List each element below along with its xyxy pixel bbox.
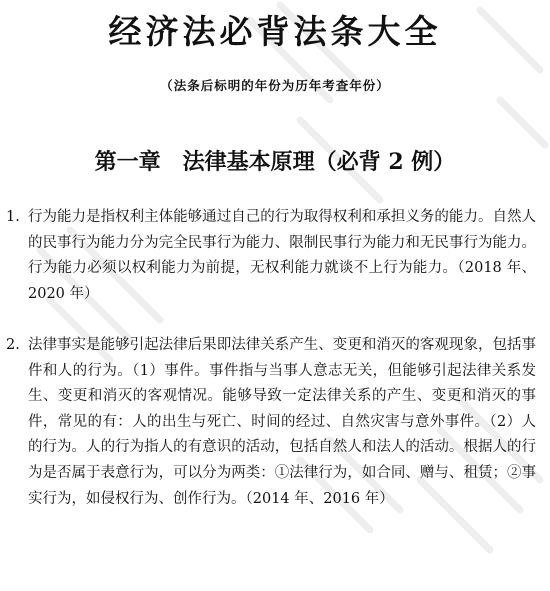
list-item bbox=[6, 205, 536, 307]
document-title: 经济法必背法条大全 bbox=[108, 12, 442, 51]
document-subtitle: （法条后标明的年份为历年考查年份） bbox=[160, 78, 390, 93]
list-item bbox=[6, 333, 536, 512]
list-item-text: 行为能力是指权利主体能够通过自己的行为取得权利和承担义务的能力。自然人的民事行为能力分为完全民事行为能力、限制民事行为能力和无民事行为能力。行为能力必须以权利能力为前提，无权利能力就谈不上行为能力。（2018 年、2020 年） bbox=[28, 209, 536, 302]
list-item-number: 1. bbox=[6, 209, 20, 225]
chapter-title: 第一章 法律基本原理（必背 2 例） bbox=[94, 149, 456, 175]
list-item-number: 2. bbox=[6, 337, 20, 353]
list-item-text: 法律事实是能够引起法律后果即法律关系产生、变更和消灭的客观现象，包括事件和人的行为。（1）事件。事件指与当事人意志无关，但能够引起法律关系发生、变更和消灭的客观情况。能够导致一定法律关系的产生、变更和消灭的事件，常见的有：人的出生与死亡、时间的经过、自然灾害与意外事件。（2）人的行为。人的行为指人的有意识的活动，包括自然人和法人的活动。根据人的行为是否属于表意行为，可以分为两类：①法律行为，如合同、赠与、租赁；②事实行为，如侵权行为、创作行为。（2014 年、2016 年） bbox=[28, 337, 536, 507]
